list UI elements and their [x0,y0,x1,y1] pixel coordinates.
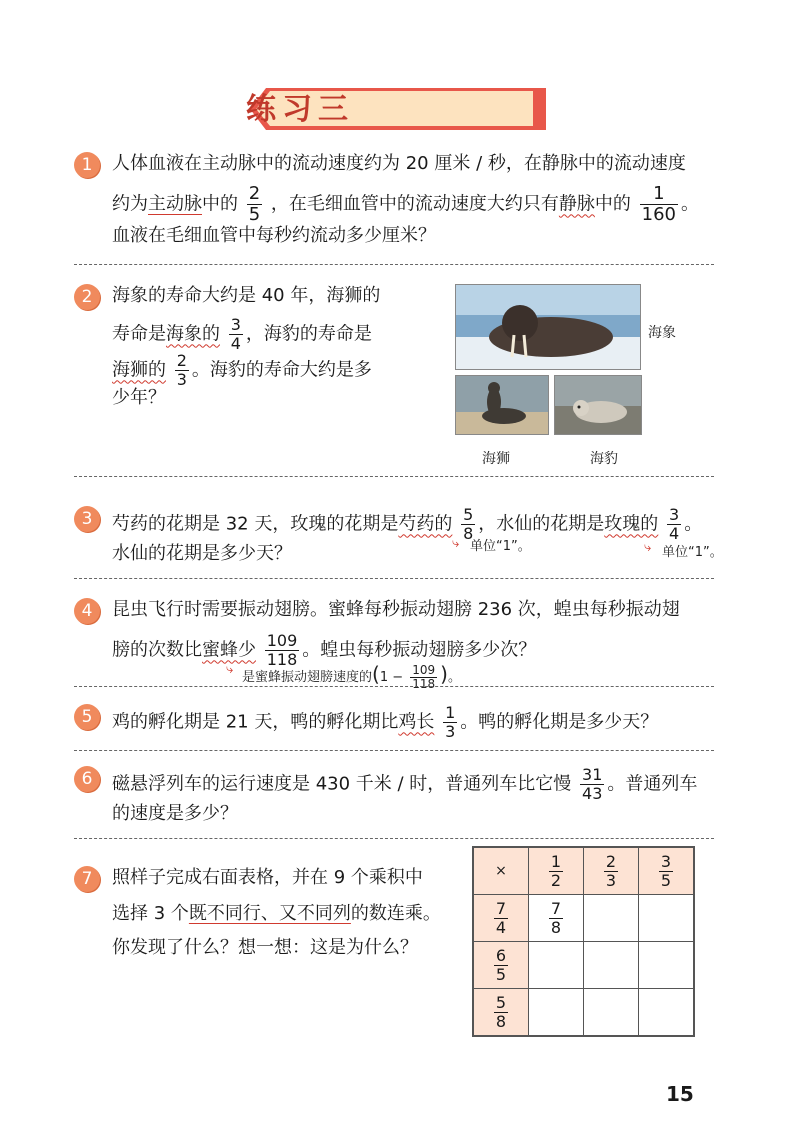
p6-line-1: 磁悬浮列车的运行速度是 430 千米 / 时，普通列车比它慢 $\frac{31}{43}$ 。普通列车 [112,765,698,803]
annotation-unit-1: 单位“1”。 [470,539,531,554]
caption-walrus: 海象 [648,325,676,341]
divider [74,686,714,687]
problem-number-7: 7 [74,866,100,892]
divider [74,264,714,265]
table-corner: × [473,847,529,895]
p7-line-1: 照样子完成右面表格，并在 9 个乘积中 [112,867,423,888]
table-cell[interactable] [639,895,695,942]
problem-number-2: 2 [74,284,100,310]
walrus-photo [455,284,641,370]
page-number: 15 [666,1082,694,1106]
fraction-31-43: $\frac{31}{43}$ [582,765,603,803]
multiplication-table [472,846,695,1037]
fraction-5-8: $\frac{5}{8}$ [463,505,474,543]
problem-number-4: 4 [74,598,100,624]
table-col-header: $\frac{1}{2}$ [529,847,584,895]
fraction-2-5: $\frac{2}{5}$ [248,183,261,225]
table-cell[interactable] [529,942,584,989]
problem-number-1: 1 [74,152,100,178]
table-row-header: $\frac{5}{8}$ [473,989,529,1037]
p1-line-3: 血液在毛细血管中每秒约流动多少厘米？ [112,225,436,246]
table-cell[interactable] [584,989,639,1037]
fraction-3-4: $\frac{3}{4}$ [669,505,680,543]
divider [74,838,714,839]
arrow-icon: ⤷ [644,540,652,555]
p1-line-2: 约为主动脉中的 $\frac{2}{5}$ ，在毛细血管中的流动速度大约只有静脉中的 $\frac{1}{160}$ 。 [112,183,700,225]
fraction-109-118: $\frac{109}{118}$ [266,631,298,669]
table-cell[interactable] [639,989,695,1037]
caption-sea-lion: 海狮 [482,451,510,467]
p7-line-3: 你发现了什么？想一想：这是为什么？ [112,937,418,958]
p2-line-4: 少年？ [112,387,166,408]
table-col-header: $\frac{2}{3}$ [584,847,639,895]
table-row-header: $\frac{6}{5}$ [473,942,529,989]
arrow-icon: ⤷ [452,536,460,551]
p5-line-1: 鸡的孵化期是 21 天，鸭的孵化期比鸡长 $\frac{1}{3}$ 。鸭的孵化期是多少天？ [112,703,659,741]
table-row-header: $\frac{7}{4}$ [473,895,529,942]
p4-line-2: 膀的次数比蜜蜂少 $\frac{109}{118}$ 。蝗虫每秒振动翅膀多少次？ [112,631,537,669]
table-cell-sample: $\frac{7}{8}$ [529,895,584,942]
problem-number-5: 5 [74,704,100,730]
p6-line-2: 的速度是多少？ [112,803,238,824]
table-cell[interactable] [529,989,584,1037]
p1-line-1: 人体血液在主动脉中的流动速度约为 20 厘米 / 秒，在静脉中的流动速度 [112,153,686,174]
p2-line-2: 寿命是海象的 $\frac{3}{4}$ ，海豹的寿命是 [112,315,372,353]
sea-lion-photo [455,375,549,435]
seal-photo [554,375,642,435]
arrow-icon: ⤷ [226,662,234,677]
fraction-109-118-small: $\frac{109}{118}$ [412,663,436,691]
caption-seal: 海豹 [590,451,618,467]
annotation-unit-2: 单位“1”。 [662,545,723,560]
fraction-1-3: $\frac{1}{3}$ [445,703,456,741]
divider [74,750,714,751]
p3-line-2: 水仙的花期是多少天？ [112,543,292,564]
p2-line-3: 海狮的 $\frac{2}{3}$ 。海豹的寿命大约是多 [112,351,372,389]
fraction-1-160: $\frac{1}{160}$ [641,183,677,225]
divider [74,578,714,579]
table-cell[interactable] [639,942,695,989]
p3-line-1: 芍药的花期是 32 天，玫瑰的花期是芍药的 $\frac{5}{8}$ ，水仙的花期是玫瑰的 $\frac{3}{4}$ 。 [112,505,703,543]
fraction-2-3: $\frac{2}{3}$ [176,351,187,389]
p7-line-2: 选择 3 个既不同行、又不同列的数连乘。 [112,903,441,924]
p4-line-1: 昆虫飞行时需要振动翅膀。蜜蜂每秒振动翅膀 236 次，蝗虫每秒振动翅 [112,599,680,620]
p2-line-1: 海象的寿命大约是 40 年，海狮的 [112,285,381,306]
table-col-header: $\frac{3}{5}$ [639,847,695,895]
table-cell[interactable] [584,942,639,989]
problem-number-6: 6 [74,766,100,792]
problem-number-3: 3 [74,506,100,532]
table-cell[interactable] [584,895,639,942]
page-title: 练习三 [246,92,354,127]
divider [74,476,714,477]
annotation-bee-speed: 是蜜蜂振动翅膀速度的(1 − $\frac{109}{118}$ )。 [242,662,461,691]
fraction-3-4: $\frac{3}{4}$ [230,315,241,353]
